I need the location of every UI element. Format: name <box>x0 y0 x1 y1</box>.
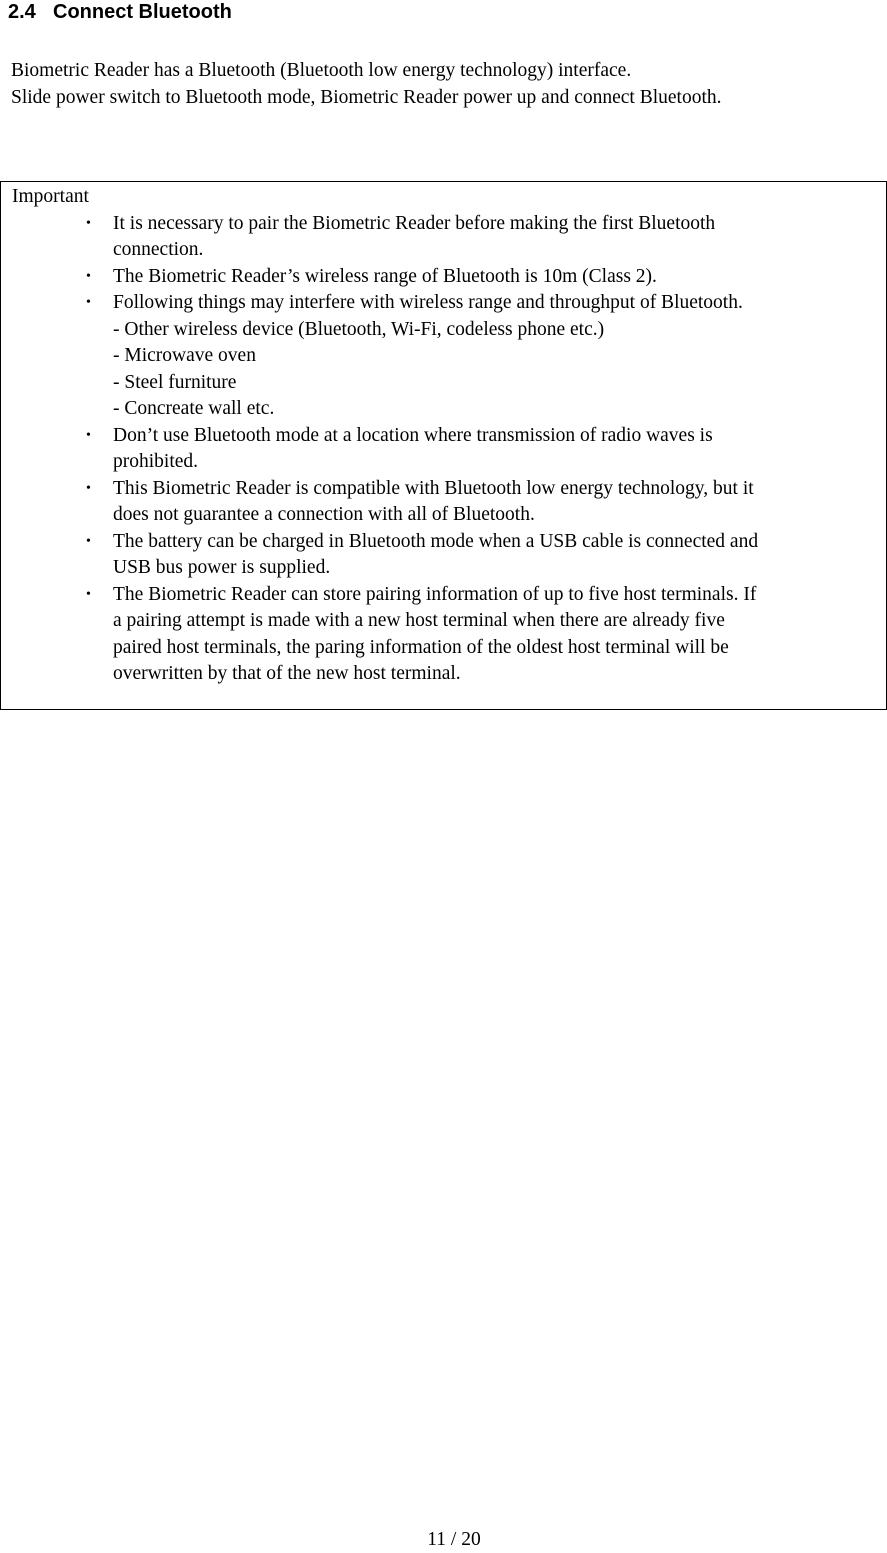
bullet-text-line: connection. <box>113 239 204 260</box>
bullet-icon: • <box>86 268 91 284</box>
bullet-item <box>1 211 886 264</box>
bullet-icon: • <box>86 533 91 549</box>
bullet-item <box>1 529 886 582</box>
intro-line: Biometric Reader has a Bluetooth (Bluetooth low energy technology) interface. <box>11 60 632 81</box>
bullet-text-line: - Other wireless device (Bluetooth, Wi-Fi, codeless phone etc.) <box>113 318 605 340</box>
bullet-text-line: overwritten by that of the new host terminal. <box>113 663 461 684</box>
section-title: Connect Bluetooth <box>53 1 232 23</box>
bullet-text-line: This Biometric Reader is compatible with Bluetooth low energy technology, but it <box>113 477 754 499</box>
bullet-text-line: does not guarantee a connection with all of Bluetooth. <box>113 504 535 525</box>
section-number: 2.4 <box>8 1 36 23</box>
bullet-item <box>1 423 886 476</box>
bullet-text-line: The Biometric Reader can store pairing information of up to five host terminals. If <box>113 583 757 605</box>
bullet-text-line: - Microwave oven <box>113 345 256 366</box>
intro-line: Slide power switch to Bluetooth mode, Biometric Reader power up and connect Bluetooth. <box>11 86 722 108</box>
bullet-text-line: prohibited. <box>113 451 199 472</box>
bullet-text-line: paired host terminals, the paring information of the oldest host terminal will be <box>113 636 729 658</box>
bullet-text-line: Don’t use Bluetooth mode at a location where transmission of radio waves is <box>113 424 713 446</box>
bullet-item <box>1 476 886 529</box>
bullet-text-line: The battery can be charged in Bluetooth mode when a USB cable is connected and <box>113 530 759 552</box>
bullet-text-line: It is necessary to pair the Biometric Reader before making the first Bluetooth <box>113 212 716 234</box>
important-bullet-list <box>1 211 886 688</box>
bullet-text-line: USB bus power is supplied. <box>113 557 331 578</box>
bullet-item <box>1 264 886 291</box>
intro-paragraph <box>11 58 722 111</box>
bullet-text-line: a pairing attempt is made with a new host terminal when there are already five <box>113 610 725 631</box>
bullet-text-line: - Concreate wall etc. <box>113 398 275 419</box>
page-number: 11 / 20 <box>427 1529 481 1550</box>
bullet-icon: • <box>86 295 91 310</box>
bullet-item <box>1 582 886 688</box>
bullet-item <box>1 290 886 423</box>
bullet-icon: • <box>86 215 91 231</box>
important-notice-box <box>0 181 887 710</box>
bullet-text-line: The Biometric Reader’s wireless range of Bluetooth is 10m (Class 2). <box>113 265 657 287</box>
bullet-text-line: Following things may interfere with wireless range and throughput of Bluetooth. <box>113 292 743 313</box>
section-heading <box>8 0 232 24</box>
bullet-icon: • <box>86 427 91 443</box>
bullet-icon: • <box>86 480 91 496</box>
bullet-icon: • <box>86 586 91 602</box>
bullet-text-line: - Steel furniture <box>113 371 237 393</box>
important-title: Important <box>12 186 89 207</box>
